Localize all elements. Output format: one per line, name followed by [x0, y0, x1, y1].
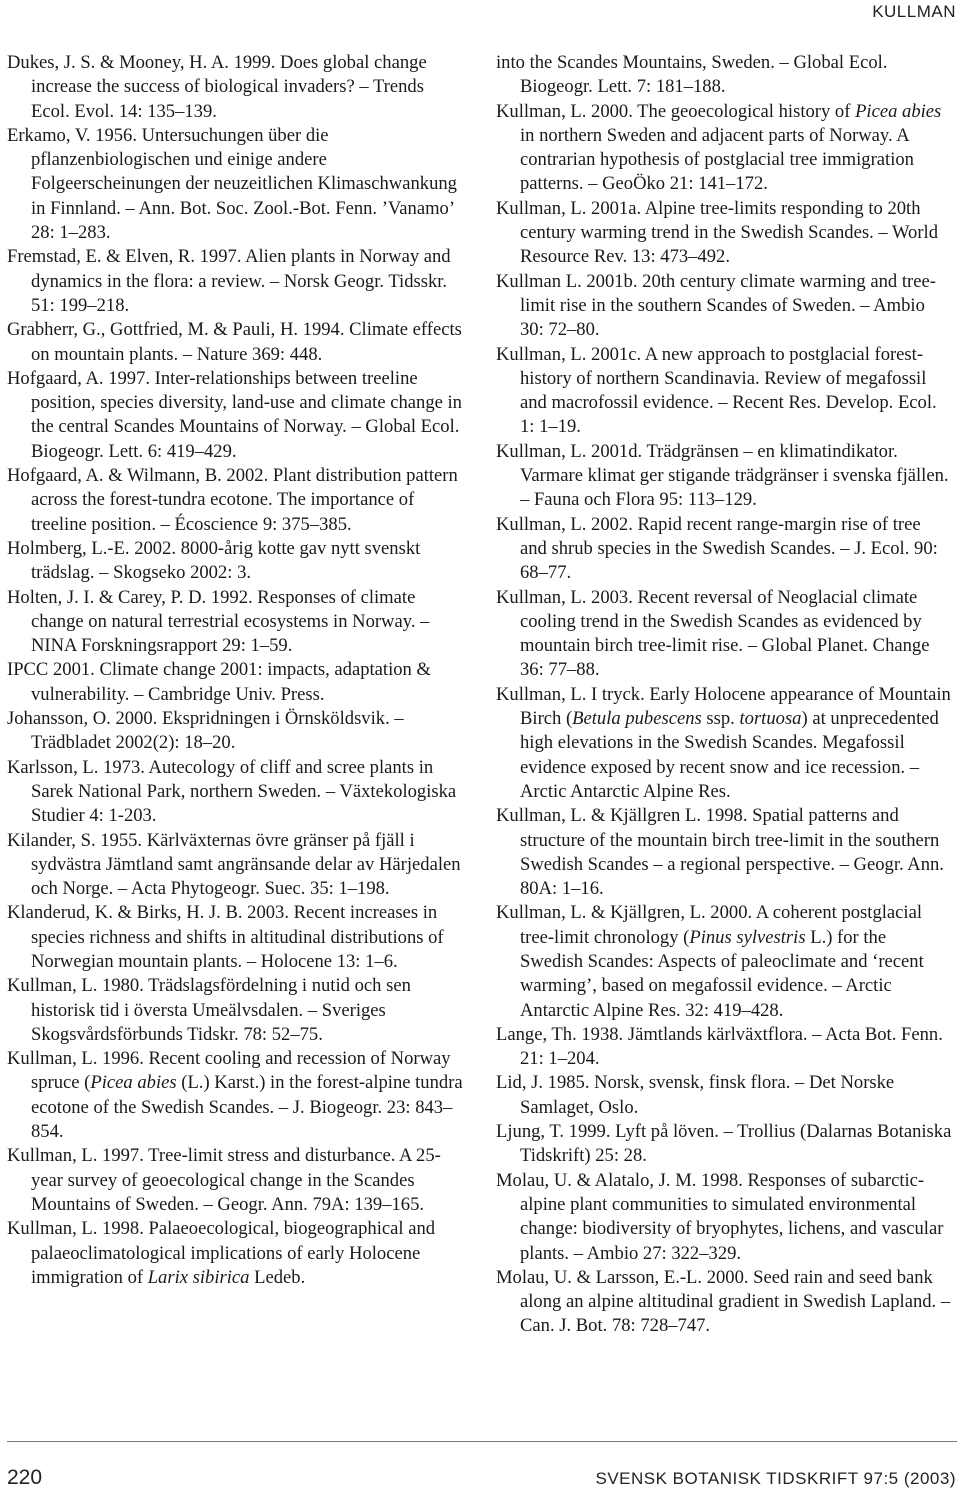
reference-italic-text: tortuosa	[739, 708, 802, 730]
reference-entry	[7, 51, 463, 124]
reference-text: Kullman, L. 1980. Trädslagsfördelning i nutid och sen historisk tid i översta Umeälvsdalen. – Sveriges Skogsvårdsförbunds Tidskr. 78: 52–75.	[7, 975, 411, 1045]
reference-text: Molau, U. & Larsson, E.-L. 2000. Seed rain and seed bank along an alpine altitudinal gradient in Swedish Lapland. – Can. J. Bot. 78: 728–747.	[496, 1266, 951, 1337]
reference-text: Holmberg, L.-E. 2002. 8000-årig kotte gav nytt svenskt trädslag. – Skogseko 2002: 3.	[7, 537, 421, 584]
reference-text: into the Scandes Mountains, Sweden. – Global Ecol. Biogeogr. Lett. 7: 181–188.	[496, 52, 888, 98]
references-left-column	[7, 51, 463, 1290]
reference-text: Kilander, S. 1955. Kärlväxternas övre gränser på fjäll i sydvästra Jämtland samt angränsande delar av Härjedalen och Norge. – Acta Phytogeogr. Suec. 35: 1–198.	[7, 829, 461, 900]
reference-entry	[496, 1023, 952, 1072]
reference-entry	[7, 586, 463, 659]
journal-citation: SVENSK BOTANISK TIDSKRIFT 97:5 (2003)	[595, 1469, 956, 1488]
reference-entry	[7, 245, 463, 318]
reference-entry	[496, 586, 952, 683]
reference-italic-text: Picea abies	[855, 100, 942, 122]
reference-entry	[7, 756, 463, 829]
reference-italic-text: Larix sibirica	[147, 1266, 250, 1288]
reference-text: Kullman, L. 2001a. Alpine tree-limits responding to 20th century warming trend in the Swedish Scandes. – World Resource Rev. 13: 473–492.	[496, 197, 938, 268]
reference-text: Fremstad, E. & Elven, R. 1997. Alien plants in Norway and dynamics in the flora: a review. – Norsk Geogr. Tidsskr. 51: 199–218.	[7, 246, 451, 316]
reference-text: Ljung, T. 1999. Lyft på löven. – Trollius (Dalarnas Botaniska Tidskrift) 25: 28.	[496, 1121, 952, 1167]
reference-entry	[7, 1047, 463, 1144]
reference-text: L.) for the Swedish Scandes: Aspects of paleoclimate and ‘recent warming’, based on megafossil evidence. – Arctic Antarctic Alpine Res. 32: 419–428.	[520, 926, 924, 1021]
reference-entry	[496, 1071, 952, 1120]
reference-entry	[7, 124, 463, 245]
running-head: KULLMAN	[872, 2, 956, 21]
reference-entry	[7, 464, 463, 537]
reference-entry	[7, 974, 463, 1047]
reference-entry	[496, 440, 952, 513]
reference-text: Kullman, L. 2003. Recent reversal of Neoglacial climate cooling trend in the Swedish Scandes as evidenced by mountain birch tree-limit rise. – Global Planet. Change 36: 77–88.	[496, 586, 930, 681]
reference-entry	[496, 1120, 952, 1169]
reference-italic-text: Pinus sylvestris	[689, 926, 806, 948]
reference-entry	[7, 901, 463, 974]
reference-text: Kullman, L. 1997. Tree-limit stress and disturbance. A 25-year survey of geoecological change in the Scandes Mountains of Sweden. – Geogr. Ann. 79A: 139–165.	[7, 1145, 441, 1215]
reference-text: Karlsson, L. 1973. Autecology of cliff and scree plants in Sarek National Park, northern Sweden. – Växtekologiska Studier 4: 1-203.	[7, 756, 457, 827]
reference-text: Kullman, L. 2000. The geoecological history of	[496, 100, 856, 122]
reference-text: Erkamo, V. 1956. Untersuchungen über die pflanzenbiologischen und einige andere Folgeerscheinungen der neuzeitlichen Klimaschwankung in Finnland. – Ann. Bot. Soc. Zool.-Bot. Fenn. ’Vanamo’ 28: 1–283.	[7, 124, 457, 244]
reference-entry	[7, 658, 463, 707]
reference-text: (L.) Karst.) in the forest-alpine tundra ecotone of the Swedish Scandes. – J. Biogeogr. 23: 843–854.	[31, 1072, 463, 1143]
reference-italic-text: Picea abies	[90, 1072, 177, 1094]
reference-entry	[7, 1144, 463, 1217]
reference-text: Klanderud, K. & Birks, H. J. B. 2003. Recent increases in species richness and shifts in altitudinal distributions of Norwegian mountain plants. – Holocene 13: 1–6.	[7, 902, 444, 972]
reference-entry	[496, 683, 952, 804]
reference-text: Holten, J. I. & Carey, P. D. 1992. Responses of climate change on natural terrestrial ecosystems in Norway. – NINA Forskningsrapport 29: 1–59.	[7, 586, 430, 657]
reference-entry	[496, 51, 952, 100]
reference-text: Kullman, L. 2001c. A new approach to postglacial forest-history of northern Scandinavia. Review of megafossil and macrofossil evidence. – Recent Res. Develop. Ecol. 1: 1–19.	[496, 343, 937, 438]
reference-text: Kullman, L. 2002. Rapid recent range-margin rise of tree and shrub species in the Swedish Scandes. – J. Ecol. 90: 68–77.	[496, 513, 938, 584]
reference-text: Kullman, L. 2001d. Trädgränsen – en klimatindikator. Varmare klimat ger stigande trädgränser i svenska fjällen. – Fauna och Flora 95: 113–129.	[496, 440, 949, 511]
reference-entry	[496, 270, 952, 343]
reference-text: Molau, U. & Alatalo, J. M. 1998. Responses of subarctic-alpine plant communities to simulated environmental change: biodiversity of bryophytes, lichens, and vascular plants. – Ambio 27: 322–329.	[496, 1169, 944, 1264]
footer-divider	[7, 1441, 957, 1442]
reference-entry	[7, 1217, 463, 1290]
reference-text: Johansson, O. 2000. Ekspridningen i Örnsköldsvik. – Trädbladet 2002(2): 18–20.	[7, 708, 404, 754]
reference-italic-text: Betula pubescens	[572, 708, 702, 730]
reference-entry	[7, 367, 463, 464]
reference-entry	[496, 1266, 952, 1339]
reference-entry	[496, 513, 952, 586]
reference-text: Lid, J. 1985. Norsk, svensk, finsk flora. – Det Norske Samlaget, Oslo.	[496, 1072, 895, 1118]
references-right-column	[496, 51, 952, 1339]
reference-text: Kullman, L. I tryck. Early Holocene appearance of Mountain Birch (	[496, 683, 951, 730]
reference-entry	[7, 829, 463, 902]
reference-entry	[7, 537, 463, 586]
reference-text: ssp.	[701, 708, 740, 730]
reference-entry	[496, 343, 952, 440]
reference-entry	[496, 1169, 952, 1266]
reference-entry	[496, 197, 952, 270]
reference-entry	[496, 100, 952, 197]
reference-text: in northern Sweden and adjacent parts of Norway. A contrarian hypothesis of postglacial tree immigration patterns. – GeoÖko 21: 141–172.	[520, 124, 914, 195]
reference-entry	[7, 707, 463, 756]
reference-text: Dukes, J. S. & Mooney, H. A. 1999. Does global change increase the success of biological invaders? – Trends Ecol. Evol. 14: 135–139.	[7, 52, 427, 122]
reference-text: Hofgaard, A. & Wilmann, B. 2002. Plant distribution pattern across the forest-tundra ecotone. The importance of treeline position. – Écoscience 9: 375–385.	[7, 465, 458, 535]
reference-text: Kullman, L. & Kjällgren, L. 2000. A coherent postglacial tree-limit chronology (	[496, 902, 923, 948]
reference-text: Kullman L. 2001b. 20th century climate warming and tree-limit rise in the southern Scandes of Sweden. – Ambio 30: 72–80.	[496, 270, 936, 341]
page-number: 220	[7, 1466, 43, 1489]
reference-text: Hofgaard, A. 1997. Inter-relationships between treeline position, species diversity, land-use and climate change in the central Scandes Mountains of Norway. – Global Ecol. Biogeogr. Lett. 6: 419–429.	[7, 367, 462, 462]
reference-text: Kullman, L. & Kjällgren L. 1998. Spatial patterns and structure of the mountain birch tree-limit in the southern Swedish Scandes – a regional perspective. – Geogr. Ann. 80A: 1–16.	[496, 805, 944, 900]
reference-text: ) at unprecedented high elevations in the Swedish Scandes. Megafossil evidence exposed by recent snow and ice recession. – Arctic Antarctic Alpine Res.	[520, 708, 939, 802]
reference-text: Kullman, L. 1998. Palaeoecological, biogeographical and palaeoclimatological implications of early Holocene immigration of	[7, 1218, 436, 1288]
reference-entry	[7, 318, 463, 367]
reference-text: Ledeb.	[249, 1266, 306, 1288]
reference-text: Lange, Th. 1938. Jämtlands kärlväxtflora. – Acta Bot. Fenn. 21: 1–204.	[496, 1023, 943, 1070]
reference-entry	[496, 901, 952, 1022]
reference-text: Grabherr, G., Gottfried, M. & Pauli, H. 1994. Climate effects on mountain plants. – Nature 369: 448.	[7, 319, 462, 365]
reference-entry	[496, 804, 952, 901]
reference-text: IPCC 2001. Climate change 2001: impacts, adaptation & vulnerability. – Cambridge Univ. Press.	[7, 659, 431, 705]
reference-text: Kullman, L. 1996. Recent cooling and recession of Norway spruce (	[7, 1048, 451, 1094]
